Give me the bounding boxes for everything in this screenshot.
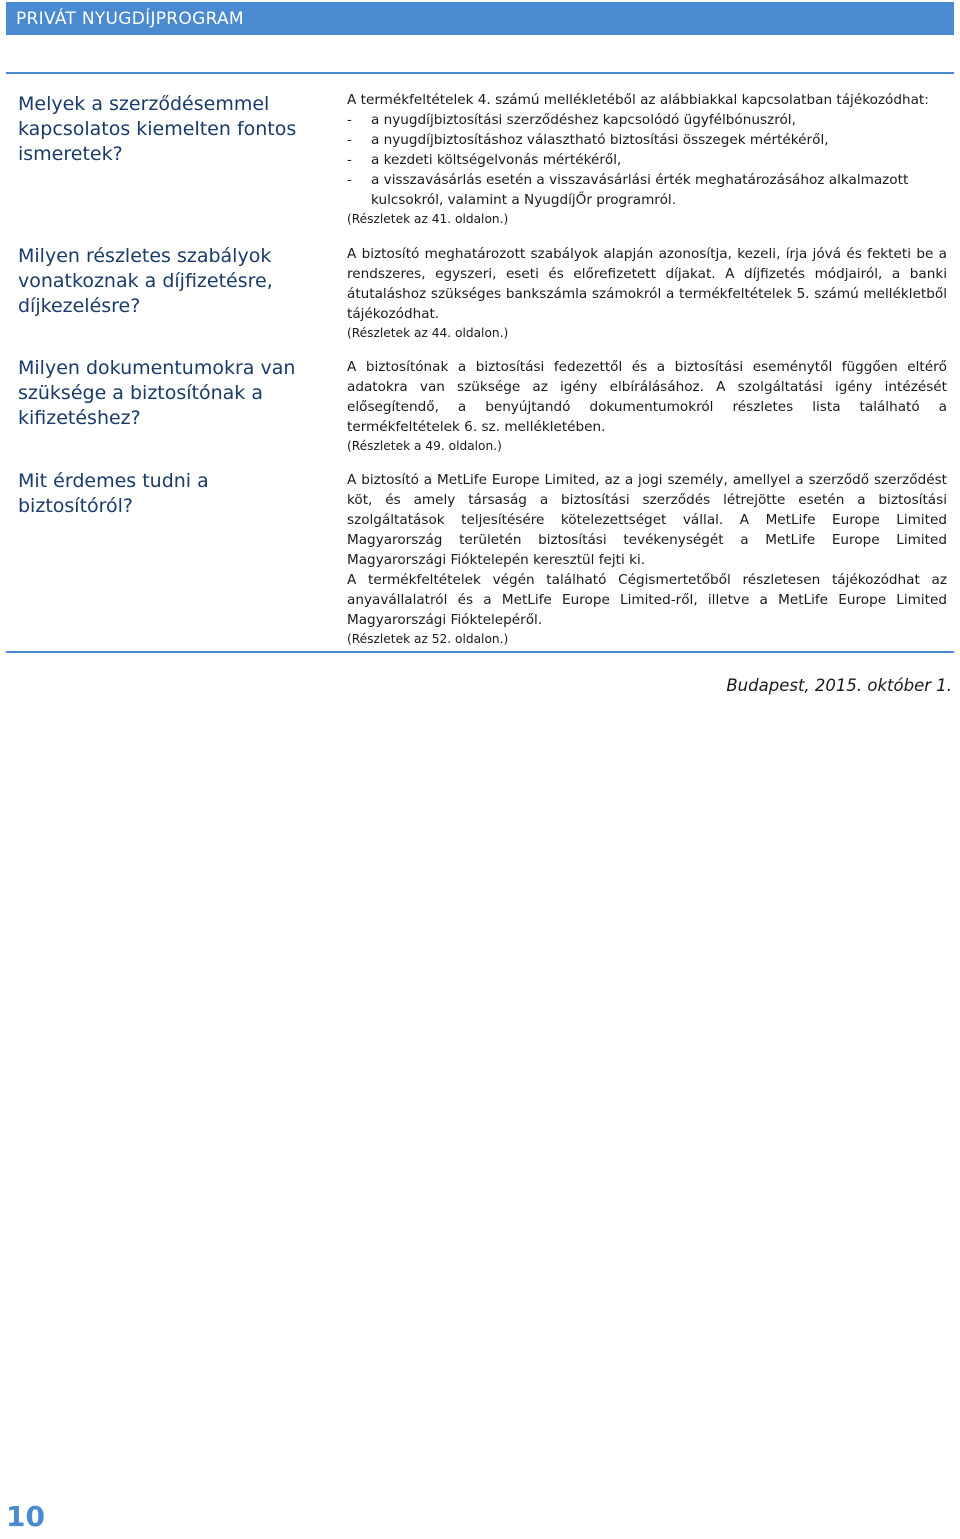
question-important-info: Melyek a szerződésemmel kapcsolatos kiemelten fontos ismeretek? (18, 93, 297, 165)
answer-important-info (347, 90, 947, 228)
answer-premium-payment (347, 244, 947, 342)
list-item-text: a kezdeti költségelvonás mértékéről, (371, 152, 622, 168)
list-item-text: a nyugdíjbiztosítási szerződéshez kapcsolódó ügyfélbónuszról, (371, 112, 796, 128)
page-reference: (Részletek az 52. oldalon.) (347, 632, 509, 646)
list-item: - a kezdeti költségelvonás mértékéről, (347, 150, 947, 170)
answer-body: A biztosító a MetLife Europe Limited, az a jogi személy, amellyel a szerződő szerződést köt, és amely társaság a biztosítási szerződés létrejötte esetén a biztosítási szolgáltatások teljesítésére kötelezettséget vállal. A MetLife Europe Limited Magyarország területén biztosítási tevékenységét a MetLife Europe Limited Magyarországi Fióktelepén keresztül fejti ki. (347, 472, 947, 568)
bottom-divider (6, 651, 954, 653)
top-divider (6, 72, 954, 74)
question-premium-payment: Milyen részletes szabályok vonatkoznak a díjfizetésre, díjkezelésre? (18, 245, 273, 317)
header-bar (6, 2, 954, 35)
document-date: Budapest, 2015. október 1. (726, 676, 952, 695)
list-item: - a nyugdíjbiztosításhoz választható biztosítási összegek mértékéről, (347, 130, 947, 150)
question-about-insurer: Mit érdemes tudni a biztosítóról? (18, 470, 209, 517)
page-reference: (Részletek az 41. oldalon.) (347, 212, 509, 226)
list-item-text: a nyugdíjbiztosításhoz választható biztosítási összegek mértékéről, (371, 132, 829, 148)
page-reference: (Részletek az 44. oldalon.) (347, 326, 509, 340)
answer-body: A biztosító meghatározott szabályok alapján azonosítja, kezeli, írja jóvá és fekteti be a rendszeres, egyszeri, eseti és előrefizetett díjakat. A díjfizetés módjairól, a banki átutaláshoz szükséges bankszámla számokról a termékfeltételek 5. számú mellékletből tájékozódhat. (347, 246, 947, 322)
answer-about-insurer (347, 470, 947, 648)
question-payout-documents: Milyen dokumentumokra van szüksége a biztosítónak a kifizetéshez? (18, 357, 296, 429)
page-reference: (Részletek a 49. oldalon.) (347, 439, 502, 453)
page-number: 10 (6, 1500, 45, 1533)
list-item: - a visszavásárlás esetén a visszavásárlási érték meghatározásához alkalmazott kulcsokról, valamint a NyugdíjŐr programról. (347, 170, 947, 210)
answer-body: A biztosítónak a biztosítási fedezettől és a biztosítási eseménytől függően eltérő adatokra van szüksége az igény elbírálásához. A szolgáltatási igény intézését elősegítendő, a benyújtandó dokumentumokról részletes lista található a termékfeltételek 6. sz. mellékletében. (347, 359, 947, 435)
answer-body-continued: A termékfeltételek végén található Cégismertetőből részletesen tájékozódhat az anyavállalatról és a MetLife Europe Limited-ről, illetve a MetLife Europe Limited Magyarországi Fióktelepéről. (347, 572, 947, 628)
list-item: - a nyugdíjbiztosítási szerződéshez kapcsolódó ügyfélbónuszról, (347, 110, 947, 130)
answer-intro: A termékfeltételek 4. számú mellékletéből az alábbiakkal kapcsolatban tájékozódhat: (347, 92, 929, 108)
answer-payout-documents (347, 357, 947, 455)
list-item-text: a visszavásárlás esetén a visszavásárlási érték meghatározásához alkalmazott kulcsokról, valamint a NyugdíjŐr programról. (371, 172, 909, 208)
page-title: PRIVÁT NYUGDÍJPROGRAM (16, 8, 244, 29)
